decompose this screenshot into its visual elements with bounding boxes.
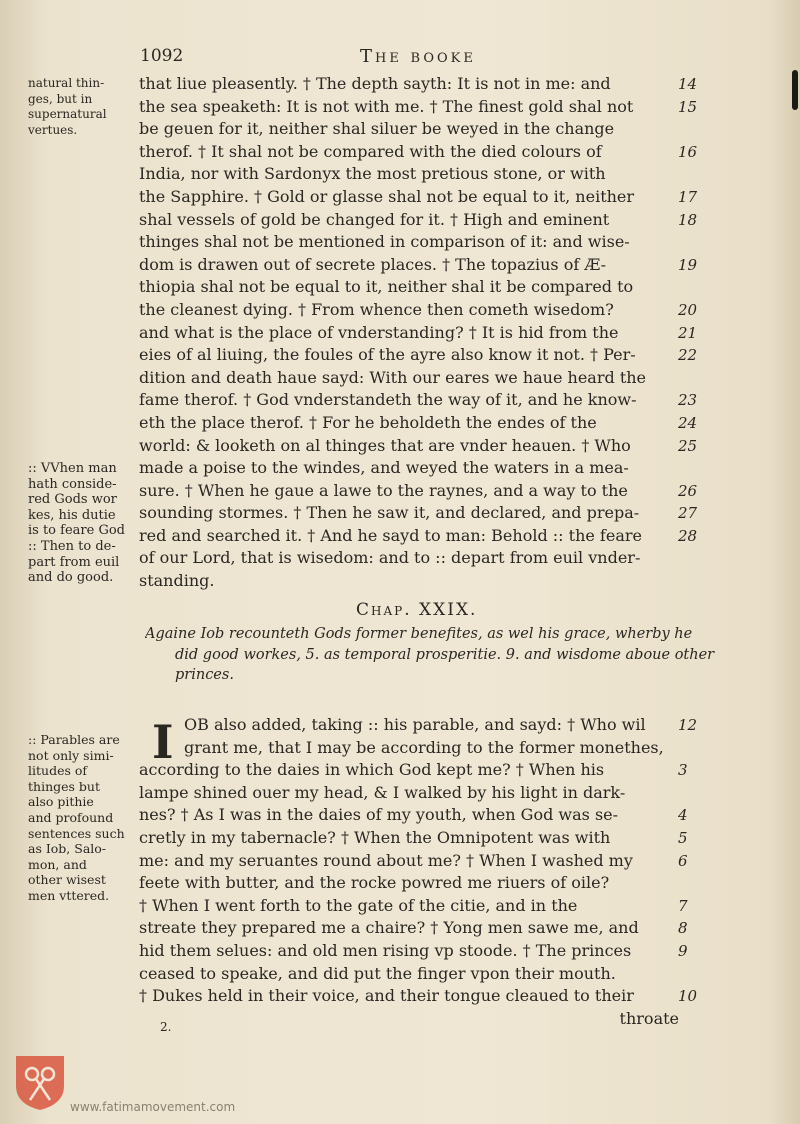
margin-note-line: red Gods wor xyxy=(28,492,117,507)
text-line: cretly in my tabernacle? † When the Omnipotent was with xyxy=(139,827,611,847)
verse-number xyxy=(678,118,718,141)
text-line: therof. † It shal not be compared with the died colours of xyxy=(139,141,602,161)
margin-note-line: :: VVhen man xyxy=(28,461,117,476)
text-line: that liue pleasently. † The depth sayth: It is not in me: and xyxy=(139,74,611,93)
margin-note-line: and do good. xyxy=(28,570,114,585)
verse-number: 21 xyxy=(678,323,698,342)
verse-number xyxy=(678,782,718,805)
margin-note-line: litudes of xyxy=(28,763,88,779)
margin-note-line: not only simi- xyxy=(28,747,114,763)
text-line: the cleanest dying. † From whence then cometh wisedom? xyxy=(139,299,614,319)
argument-line: Againe Iob recounteth Gods former benefites, as wel his grace, wherby he xyxy=(145,626,693,642)
text-line: India, nor with Sardonyx the most pretious stone, or with xyxy=(139,164,606,184)
verse-number xyxy=(678,367,718,390)
verse-number: 5 xyxy=(678,828,688,847)
verse-number xyxy=(678,457,718,480)
text-line: lampe shined ouer my head, & I walked by his light in dark- xyxy=(139,782,626,802)
verse-number xyxy=(678,276,718,299)
verse-number: 19 xyxy=(678,255,698,274)
text-line: standing. xyxy=(139,571,215,591)
margin-note-line: mon, and xyxy=(28,856,87,872)
text-line: eth the place therof. † For he beholdeth the endes of the xyxy=(139,412,597,432)
verse-number: 16 xyxy=(678,142,698,161)
text-line: eies of al liuing, the foules of the ayre also know it not. † Per- xyxy=(139,345,636,365)
text-line: feete with butter, and the rocke powred me riuers of oile? xyxy=(139,873,610,893)
argument-line: did good workes, 5. as temporal prosperitie. 9. and wisdome aboue other xyxy=(175,646,715,663)
verse-number: 4 xyxy=(678,806,688,825)
margin-note-line: is to feare God xyxy=(28,523,125,538)
text-line: the Sapphire. † Gold or glasse shal not be equal to it, neither xyxy=(139,186,635,206)
text-line: streate they prepared me a chaire? † Yong men sawe me, and xyxy=(139,918,639,938)
verse-number: 23 xyxy=(678,391,698,410)
verse-number: 17 xyxy=(678,187,698,206)
verse-number: 8 xyxy=(678,919,688,938)
text-line: red and searched it. † And he sayd to man: Behold :: the feare xyxy=(139,525,642,545)
text-line: ceased to speake, and did put the finger vpon their mouth. xyxy=(139,963,616,983)
margin-note-line: ges, but in xyxy=(28,91,93,106)
running-title: The booke xyxy=(360,46,476,67)
lower-body-text xyxy=(139,714,679,1030)
text-line: OB also added, taking :: his parable, and sayd: † Who wil xyxy=(184,715,646,734)
text-line: † Dukes held in their voice, and their tongue cleaued to their xyxy=(139,986,634,1006)
upper-verse-numbers xyxy=(678,73,718,547)
margin-note-line: and profound xyxy=(28,809,114,825)
papal-keys-logo-icon xyxy=(12,1052,68,1112)
margin-note-line: :: Parables are xyxy=(28,732,120,747)
text-line: † When I went forth to the gate of the citie, and in the xyxy=(139,895,578,915)
verse-number: 28 xyxy=(678,526,698,545)
argument-line: princes. xyxy=(175,667,234,683)
margin-note-line: kes, his dutie xyxy=(28,507,116,523)
verse-number: 18 xyxy=(678,210,698,229)
verse-number: 14 xyxy=(678,75,698,93)
margin-note-line: men vttered. xyxy=(28,887,110,903)
margin-note-line: also pithie xyxy=(28,794,94,810)
page-header xyxy=(140,46,680,70)
margin-note-line: sentences such xyxy=(28,825,125,841)
lower-verse-numbers xyxy=(678,714,718,1008)
margin-note-line: part from euil xyxy=(28,554,120,570)
margin-note-line: natural thin- xyxy=(28,76,105,90)
text-line: dom is drawen out of secrete places. † The topazius of Æ- xyxy=(139,254,607,274)
page-number: 1092 xyxy=(140,46,184,66)
verse-number xyxy=(678,737,718,760)
text-line: of our Lord, that is wisedom: and to :: depart from euil vnder- xyxy=(139,548,641,568)
verse-number xyxy=(678,231,718,254)
verse-number xyxy=(678,963,718,986)
text-line: nes? † As I was in the daies of my youth, when God was se- xyxy=(139,805,619,825)
verse-number: 22 xyxy=(678,346,698,365)
chapter-argument xyxy=(145,624,730,686)
text-line: fame therof. † God vnderstandeth the way of it, and he know- xyxy=(139,390,637,410)
text-line: sounding stormes. † Then he saw it, and declared, and prepa- xyxy=(139,503,640,523)
text-line: world: & looketh on al thinges that are vnder heauen. † Who xyxy=(139,435,631,455)
text-line: be geuen for it, neither shal siluer be weyed in the change xyxy=(139,119,615,139)
text-line: thinges shal not be mentioned in comparison of it: and wise- xyxy=(139,232,630,252)
ink-blot xyxy=(792,70,798,110)
footer-url[interactable]: www.fatimamovement.com xyxy=(70,1100,236,1114)
verse-number: 15 xyxy=(678,97,698,116)
text-line: made a poise to the windes, and weyed the waters in a mea- xyxy=(139,458,629,478)
verse-number xyxy=(678,163,718,186)
verse-number: 9 xyxy=(678,941,688,960)
text-line: grant me, that I may be according to the former monethes, xyxy=(184,737,664,757)
verse-number: 25 xyxy=(678,436,698,455)
verse-number xyxy=(678,872,718,895)
margin-note-line: :: Then to de- xyxy=(28,538,116,554)
text-line: the sea speaketh: It is not with me. † The finest gold shal not xyxy=(139,96,634,116)
verse-number: 27 xyxy=(678,504,698,523)
margin-note-line: supernatural xyxy=(28,107,107,122)
signature-mark: 2. xyxy=(160,1020,172,1034)
verse-number: 3 xyxy=(678,761,688,780)
margin-note-top xyxy=(28,76,146,138)
margin-note-middle xyxy=(28,460,146,585)
catchword: throate xyxy=(619,1008,679,1028)
verse-number: 20 xyxy=(678,300,698,319)
margin-note-line: thinges but xyxy=(28,778,100,794)
margin-note-line: other wisest xyxy=(28,872,106,888)
text-line: shal vessels of gold be changed for it. † High and eminent xyxy=(139,209,610,229)
verse-number: 6 xyxy=(678,851,688,870)
verse-number: 12 xyxy=(678,716,698,734)
margin-note-line: hath conside- xyxy=(28,476,117,492)
text-line: hid them selues: and old men rising vp stoode. † The princes xyxy=(139,940,632,960)
verse-number: 24 xyxy=(678,413,698,432)
margin-note-line: vertues. xyxy=(28,122,78,137)
margin-note-line: as Iob, Salo- xyxy=(28,841,107,857)
chapter-heading: Chap. XXIX. xyxy=(356,600,478,620)
text-line: and what is the place of vnderstanding? † It is hid from the xyxy=(139,322,619,342)
text-line: sure. † When he gaue a lawe to the raynes, and a way to the xyxy=(139,480,628,500)
upper-body-text xyxy=(139,73,679,593)
verse-number: 26 xyxy=(678,481,698,500)
text-line: me: and my seruantes round about me? † When I washed my xyxy=(139,850,633,870)
margin-note-bottom xyxy=(28,732,146,904)
text-line: according to the daies in which God kept me? † When his xyxy=(139,760,605,780)
text-line: thiopia shal not be equal to it, neither shal it be compared to xyxy=(139,277,634,297)
drop-cap: I xyxy=(152,715,174,769)
verse-number: 7 xyxy=(678,896,688,915)
text-line: dition and death haue sayd: With our eares we haue heard the xyxy=(139,367,647,387)
verse-number: 10 xyxy=(678,987,698,1006)
